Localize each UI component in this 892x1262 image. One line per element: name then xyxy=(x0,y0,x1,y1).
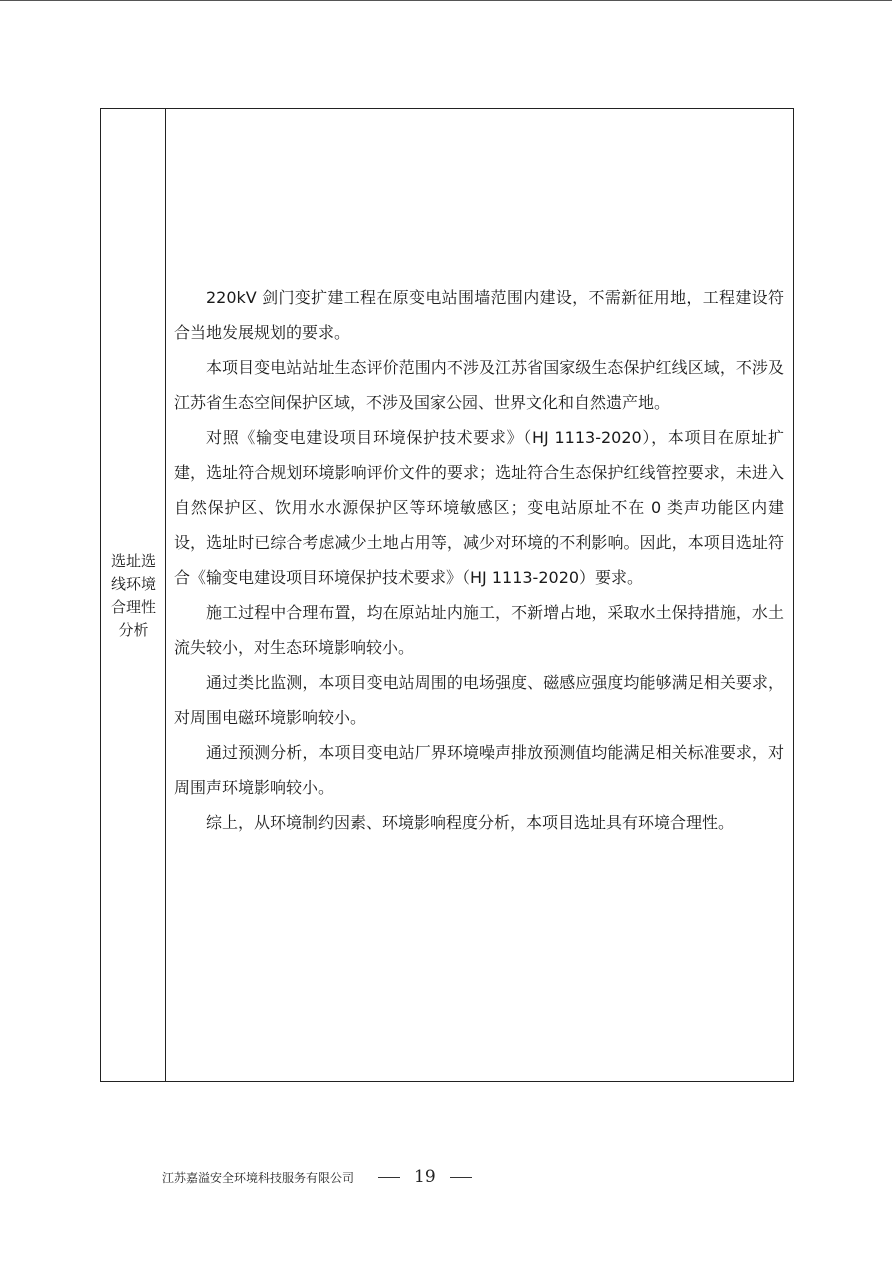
paragraph: 施工过程中合理布置，均在原站址内施工，不新增占地，采取水土保持措施，水土流失较小，对生态环境影响较小。 xyxy=(174,603,784,657)
footer-dash-left xyxy=(378,1177,400,1178)
footer-dash-right xyxy=(450,1177,472,1178)
top-border-line xyxy=(0,0,892,1)
paragraph: 对照《输变电建设项目环境保护技术要求》（HJ 1113-2020），本项目在原址扩建，选址符合规划环境影响评价文件的要求；选址符合生态保护红线管控要求，未进入自然保护区、饮用水水源保护区等环境敏感区；变电站原址不在 0 类声功能区内建设，选址时已综合考虑减少土地占用等，减少对环境的不利影响。因此，本项目选址符合《输变电建设项目环境保护技术要求》（HJ 1113-2020）要求。 xyxy=(174,428,784,587)
page-number: 19 xyxy=(414,1167,436,1187)
row-label-line: 分析 xyxy=(118,621,149,639)
row-label xyxy=(101,550,166,642)
paragraph: 220kV 剑门变扩建工程在原变电站围墙范围内建设，不需新征用地，工程建设符合当地发展规划的要求。 xyxy=(174,288,784,342)
paragraph: 通过类比监测，本项目变电站周围的电场强度、磁感应强度均能够满足相关要求，对周围电磁环境影响较小。 xyxy=(174,673,784,727)
paragraph: 综上，从环境制约因素、环境影响程度分析，本项目选址具有环境合理性。 xyxy=(206,813,735,832)
paragraph: 本项目变电站站址生态评价范围内不涉及江苏省国家级生态保护红线区域，不涉及江苏省生态空间保护区域，不涉及国家公园、世界文化和自然遗产地。 xyxy=(174,358,784,412)
page-footer xyxy=(162,1162,472,1192)
row-label-line: 合理性 xyxy=(110,598,156,616)
row-label-line: 选址选 xyxy=(110,552,156,570)
footer-company: 江苏嘉溢安全环境科技服务有限公司 xyxy=(162,1170,355,1185)
row-label-line: 线环境 xyxy=(110,575,156,593)
paragraph: 通过预测分析，本项目变电站厂界环境噪声排放预测值均能满足相关标准要求，对周围声环境影响较小。 xyxy=(174,743,784,797)
row-content-cell xyxy=(166,109,793,1081)
row-label-cell xyxy=(101,109,166,1081)
analysis-text xyxy=(174,280,784,840)
assessment-table xyxy=(100,108,794,1082)
